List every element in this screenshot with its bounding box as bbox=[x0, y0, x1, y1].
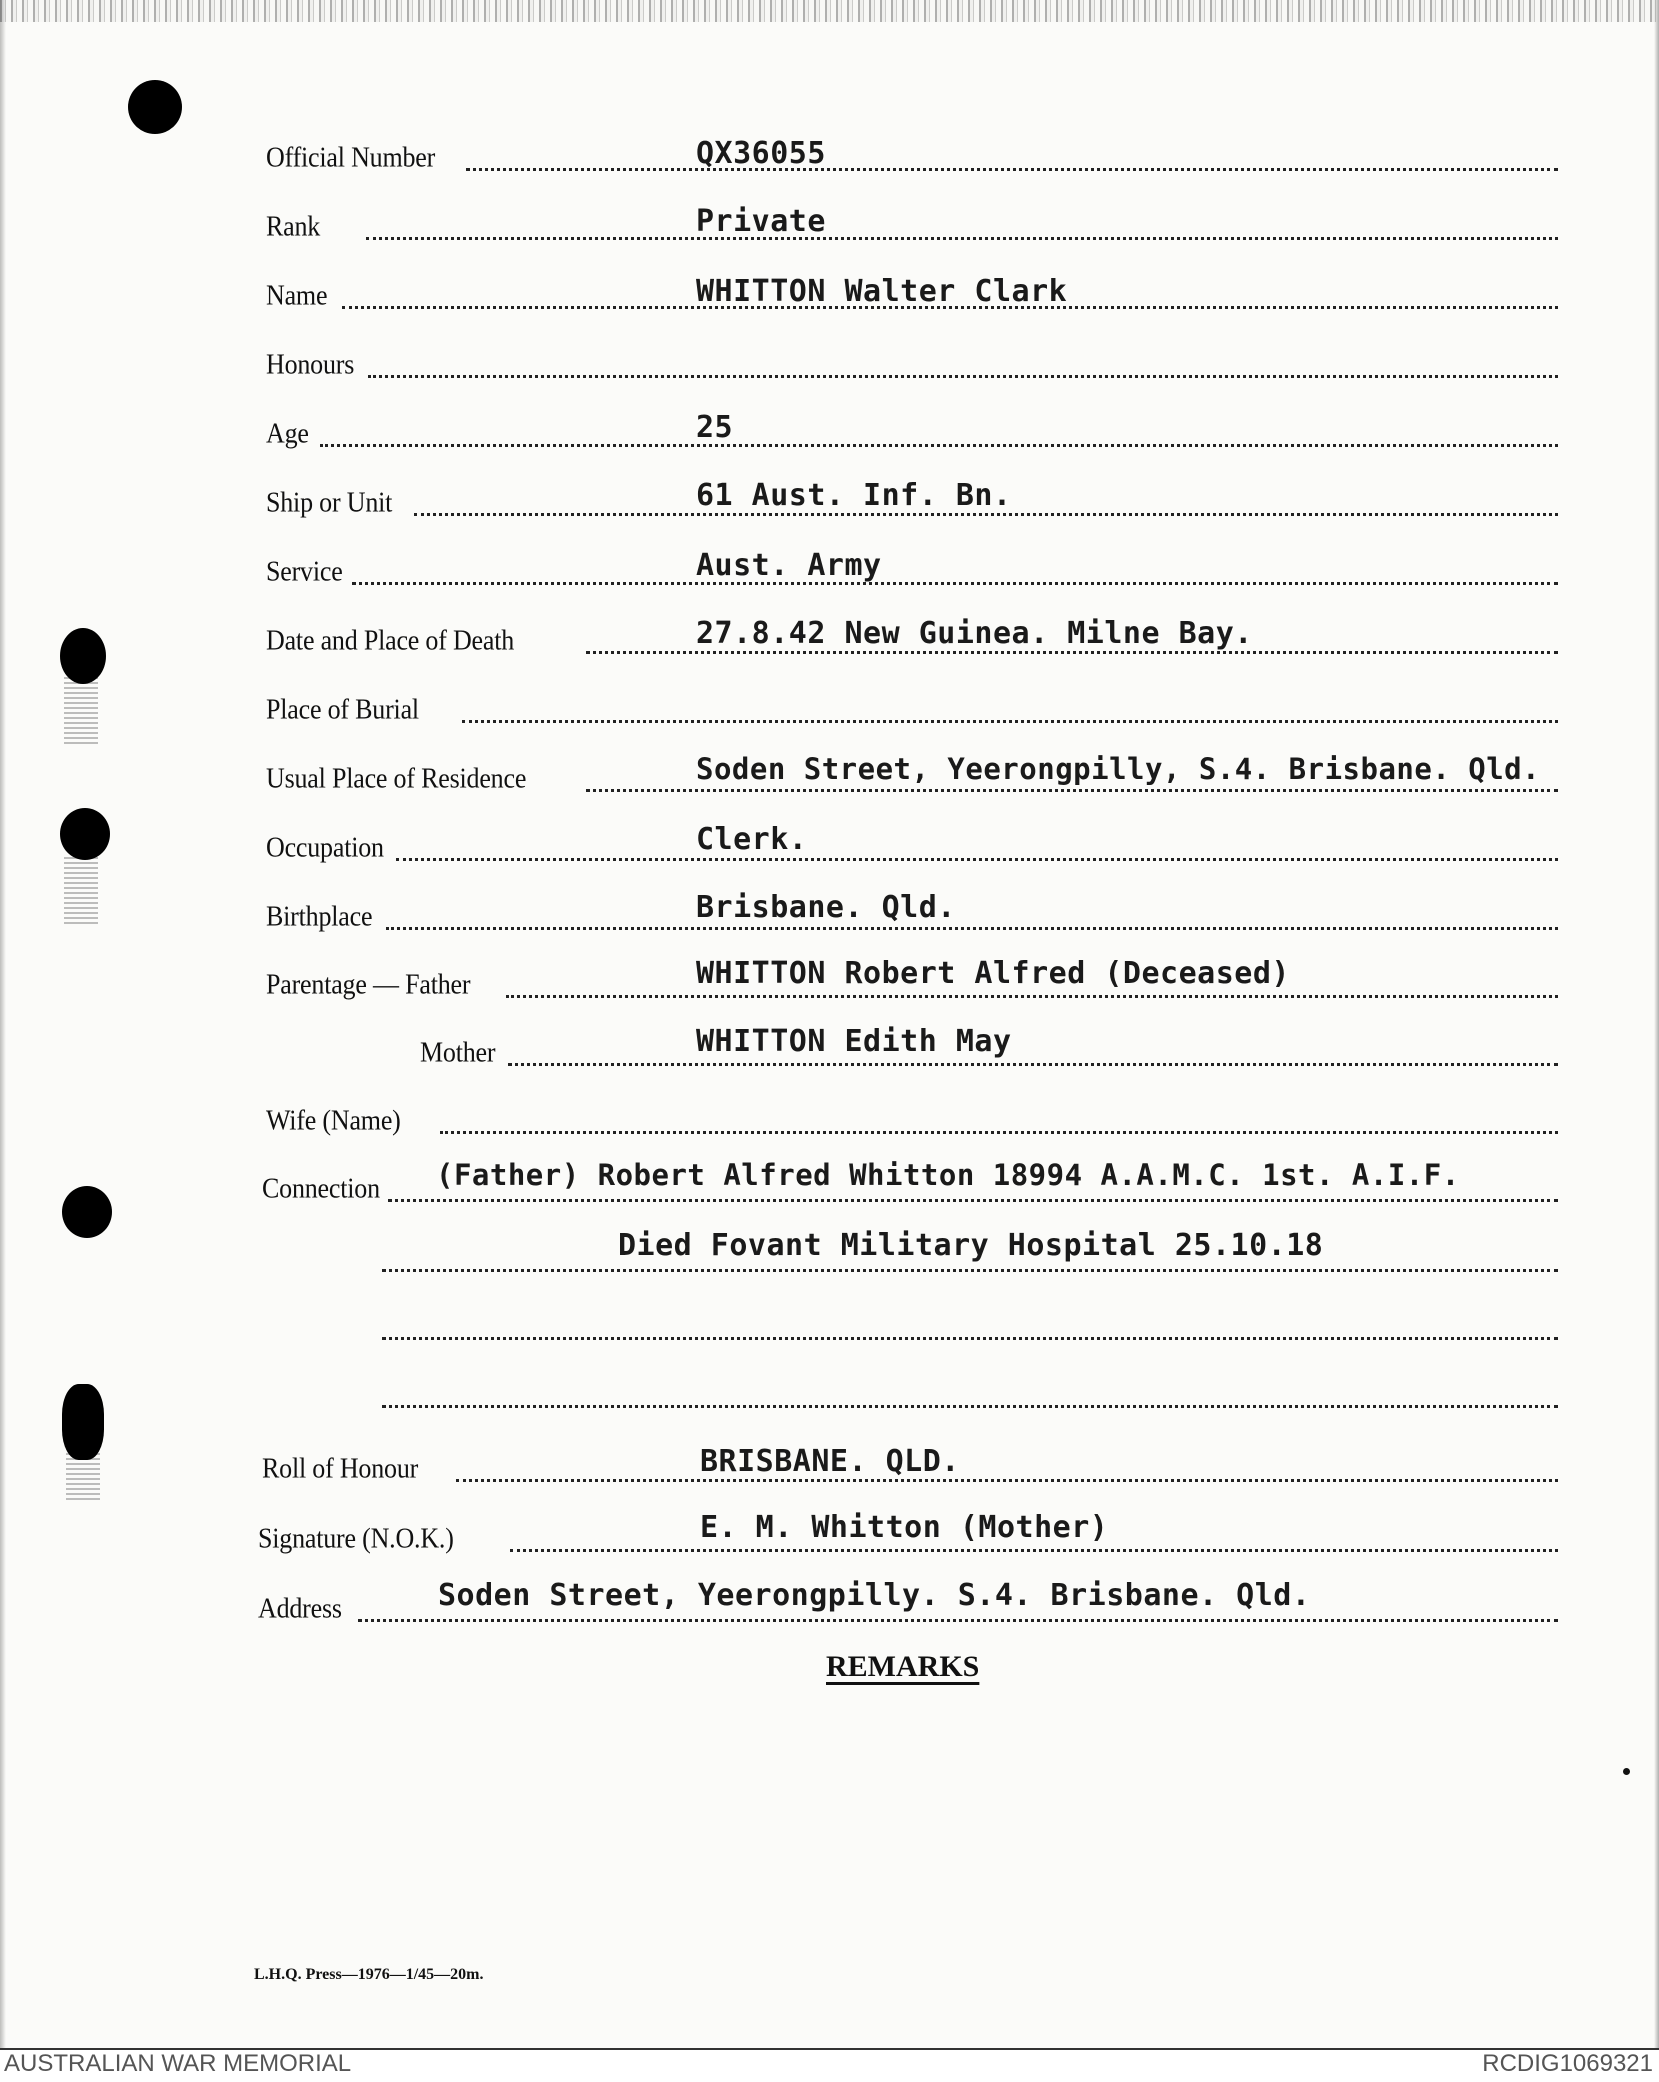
wife-line bbox=[440, 1131, 1558, 1134]
punch-hole bbox=[62, 1384, 104, 1460]
usual-residence-label: Usual Place of Residence bbox=[266, 762, 527, 794]
punch-hole bbox=[60, 808, 110, 860]
rank-label: Rank bbox=[266, 210, 321, 242]
honours-label: Honours bbox=[266, 348, 355, 380]
age-label: Age bbox=[266, 417, 309, 449]
place-of-burial-label: Place of Burial bbox=[266, 693, 419, 725]
signature-value: E. M. Whitton (Mother) bbox=[700, 1510, 1109, 1545]
occupation-line bbox=[396, 858, 1558, 861]
roll-of-honour-label: Roll of Honour bbox=[262, 1452, 419, 1484]
occupation-value: Clerk. bbox=[696, 822, 808, 857]
mother-value: WHITTON Edith May bbox=[696, 1024, 1012, 1059]
punch-hole bbox=[62, 1186, 112, 1238]
age-line bbox=[320, 444, 1558, 447]
mother-label: Mother bbox=[420, 1036, 496, 1068]
connection-value-2: Died Fovant Military Hospital 25.10.18 bbox=[618, 1228, 1324, 1263]
connection-label: Connection bbox=[262, 1172, 380, 1204]
remarks-heading: REMARKS bbox=[826, 1650, 980, 1683]
footer-archive-name: AUSTRALIAN WAR MEMORIAL bbox=[4, 2050, 352, 2077]
scan-left-edge bbox=[0, 0, 6, 2048]
official-number-label: Official Number bbox=[266, 141, 436, 173]
ship-or-unit-label: Ship or Unit bbox=[266, 486, 393, 518]
ship-or-unit-value: 61 Aust. Inf. Bn. bbox=[696, 478, 1012, 513]
occupation-label: Occupation bbox=[266, 831, 384, 863]
field-place-of-burial bbox=[266, 690, 1560, 730]
connection-line-4 bbox=[382, 1405, 1558, 1408]
connection-line-3 bbox=[382, 1337, 1558, 1340]
name-label: Name bbox=[266, 279, 328, 311]
father-value: WHITTON Robert Alfred (Deceased) bbox=[696, 956, 1290, 991]
field-age bbox=[266, 414, 1560, 454]
roll-of-honour-value: BRISBANE. QLD. bbox=[700, 1444, 960, 1479]
birthplace-line bbox=[386, 927, 1558, 930]
punch-hole bbox=[128, 80, 182, 134]
age-value: 25 bbox=[696, 410, 734, 445]
usual-residence-value: Soden Street, Yeerongpilly, S.4. Brisbane. Qld. bbox=[696, 752, 1541, 786]
punch-hole bbox=[60, 628, 106, 684]
scan-top-edge bbox=[0, 0, 1659, 22]
wife-label: Wife (Name) bbox=[266, 1104, 401, 1136]
official-number-value: QX36055 bbox=[696, 136, 826, 171]
date-place-death-value: 27.8.42 New Guinea. Milne Bay. bbox=[696, 616, 1253, 651]
service-label: Service bbox=[266, 555, 343, 587]
rank-line bbox=[366, 237, 1558, 240]
roll-of-honour-line bbox=[456, 1479, 1558, 1482]
official-number-line bbox=[466, 168, 1558, 171]
field-honours bbox=[266, 345, 1560, 385]
field-service bbox=[266, 552, 1560, 592]
service-line bbox=[352, 582, 1558, 585]
field-official-number bbox=[266, 138, 1560, 178]
scan-right-edge bbox=[1654, 0, 1659, 2048]
field-wife bbox=[266, 1101, 1560, 1141]
address-label: Address bbox=[258, 1592, 342, 1624]
honours-line bbox=[368, 375, 1558, 378]
birthplace-value: Brisbane. Qld. bbox=[696, 890, 956, 925]
connection-value-1: (Father) Robert Alfred Whitton 18994 A.A.M.C. 1st. A.I.F. bbox=[436, 1158, 1460, 1192]
footer-record-id: RCDIG1069321 bbox=[1482, 2050, 1653, 2077]
father-label: Parentage — Father bbox=[266, 968, 471, 1000]
name-value: WHITTON Walter Clark bbox=[696, 274, 1068, 309]
place-of-burial-line bbox=[462, 720, 1558, 723]
service-value: Aust. Army bbox=[696, 548, 882, 583]
rank-value: Private bbox=[696, 204, 826, 239]
field-rank bbox=[266, 207, 1560, 247]
mother-line bbox=[508, 1063, 1558, 1066]
signature-label: Signature (N.O.K.) bbox=[258, 1522, 454, 1554]
field-occupation bbox=[266, 828, 1560, 868]
birthplace-label: Birthplace bbox=[266, 900, 373, 932]
printer-imprint: L.H.Q. Press—1976—1/45—20m. bbox=[254, 1966, 484, 1983]
ink-speck bbox=[1623, 1768, 1630, 1775]
address-value: Soden Street, Yeerongpilly. S.4. Brisbane. Qld. bbox=[438, 1578, 1311, 1613]
date-place-death-label: Date and Place of Death bbox=[266, 624, 515, 656]
